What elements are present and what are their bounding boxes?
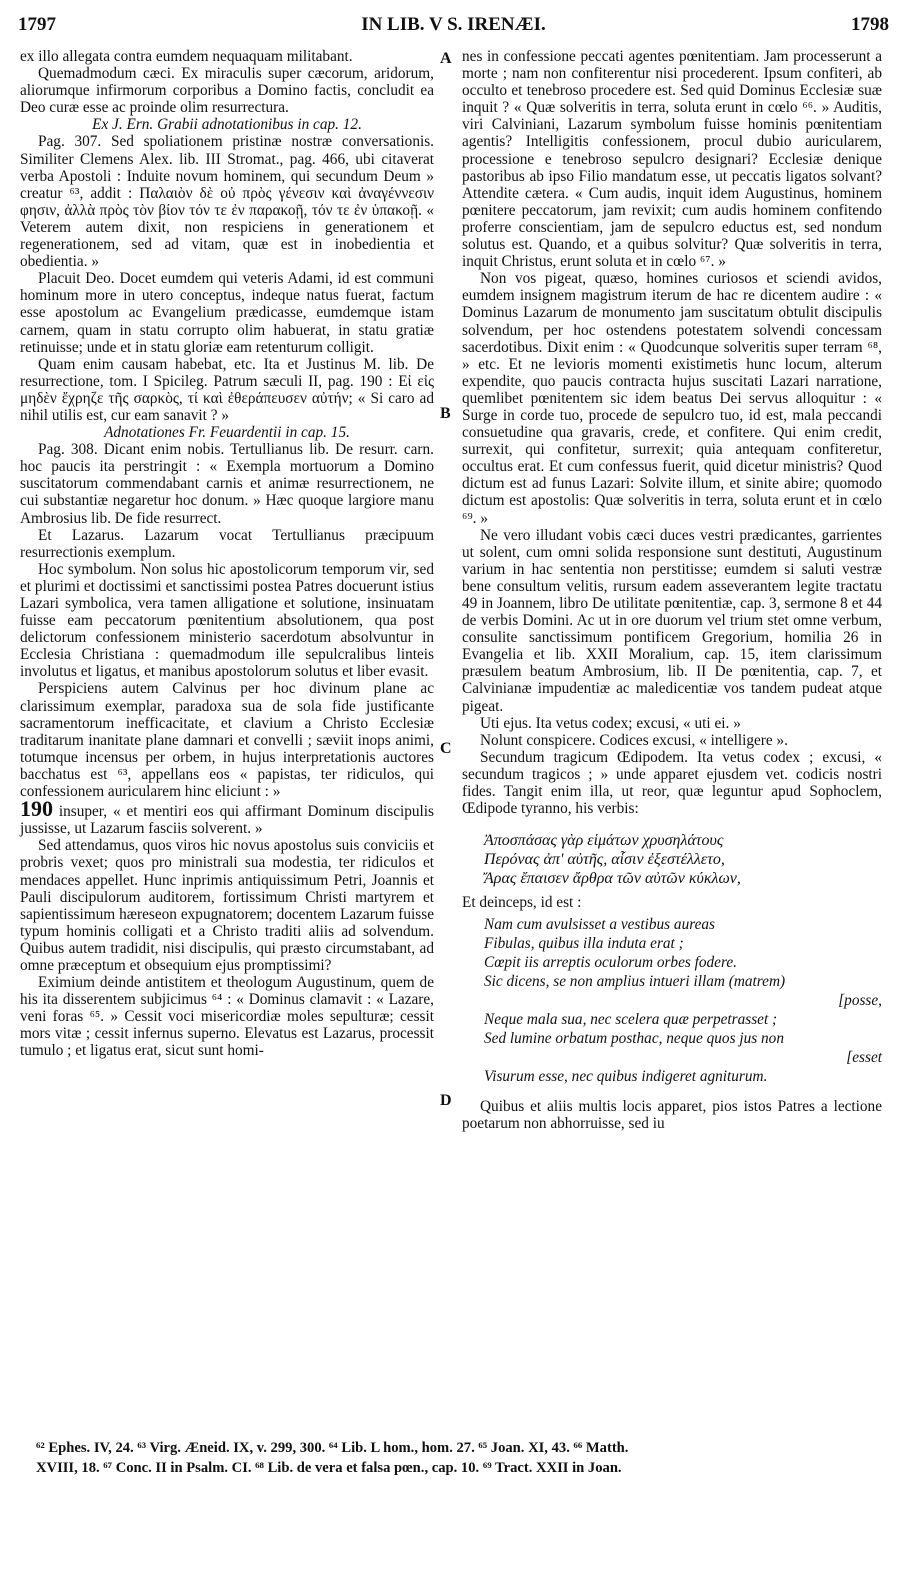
paragraph: Quam enim causam habebat, etc. Ita et Justinus M. lib. De resurrectione, tom. I Spicileg. Patrum sæculi II, pag. 190 : Εἰ εἰς μηδὲν ἔχρηζε τῆς σαρκὸς, τί καὶ ἐθεράπευσεν αὐτήν; « Si caro ad nihil utilis est, cur eam sanavit ? » xyxy=(20,355,434,424)
margin-marker-b: B xyxy=(440,405,451,422)
footnote-line: XVIII, 18. ⁶⁷ Conc. II in Psalm. CI. ⁶⁸ Lib. de vera et falsa pœn., cap. 10. ⁶⁹ Tract. XXII in Joan. xyxy=(36,1460,622,1476)
verse-overflow: [esset xyxy=(846,1049,882,1067)
margin-marker-c: C xyxy=(440,740,452,757)
margin-marker-a: A xyxy=(440,50,452,67)
paragraph: Perspiciens autem Calvinus per hoc divinum plane ac clarissimum exemplar, paradoxa sua de sola fide justificante sacramentorum inefficacitate, et clavium a Christo Ecclesiæ traditarum inanitate plane damnari et convelli ; sæviit inops animi, totumque incensus per orbem, in hujus interpretationis auctores bacchatus est ⁶³, appellans eos « papistas, ter ridiculos, qui confessionem auricularem hinc eliciunt : » xyxy=(20,680,434,801)
right-column xyxy=(462,48,882,1133)
paragraph: Eximium deinde antistitem et theologum Augustinum, quem de his ita disserentem subjicimus ⁶⁴ : « Dominus clamavit : « Lazare, veni foras ⁶⁵. » Cessit voci misericordiæ moles sepulturæ; cessit mors vitæ ; cessit infernus superno. Elevatus est Lazarus, processit tumulo ; et ligatus erat, sicut sunt homi- xyxy=(20,974,434,1060)
paragraph: Uti ejus. Ita vetus codex; excusi, « uti ei. » xyxy=(480,714,741,732)
section-heading: Ex J. Ern. Grabii adnotationibus in cap. 12. xyxy=(92,116,362,134)
verse-line: Neque mala sua, nec scelera quæ perpetrasset ; xyxy=(484,1011,778,1029)
section-heading: Adnotationes Fr. Feuardentii in cap. 15. xyxy=(104,424,350,442)
paragraph: Secundum tragicum Œdipodem. Ita vetus codex ; excusi, « secundum tragicos ; » unde apparet ejusdem vet. codicis nostri fides. Tangit enim illa, ut reor, quæ leguntur apud Sophoclem, Œdipode tyranno, his verbis: xyxy=(462,748,882,818)
verse-overflow: [posse, xyxy=(838,992,882,1010)
paragraph: Placuit Deo. Docet eumdem qui veteris Adami, id est communi hominum more in utero conceptus, indeque natus fuerat, factum esse apostolum ac Evangelium prædicasse, eumdemque istam carnem, quam in statu corrupto olim habuerat, in statu gratiæ retinuisse; unde et in statu gloriæ eam retenturum colligit. xyxy=(20,270,434,356)
running-title: IN LIB. V S. IRENÆI. xyxy=(361,14,546,35)
left-column xyxy=(20,48,434,1060)
paragraph-text: insuper, « et mentiri eos qui affirmant Dominum discipulis jussisse, ut Lazarum fasciis solverent. » xyxy=(20,803,434,838)
latin-verse xyxy=(484,915,882,1086)
footnotes xyxy=(36,1438,883,1478)
greek-line: Περόνας ἀπ' αὐτῆς, αἷσιν ἐξεστέλλετο, xyxy=(484,851,725,869)
page-number-left: 1797 xyxy=(18,14,56,35)
verse-line: Visurum esse, nec quibus indigeret agniturum. xyxy=(484,1068,768,1086)
paragraph: Non vos pigeat, quæso, homines curiosos et sciendi avidos, eumdem insignem magistrum iterum de hac re dicentem audire : « Dominus Lazarum de monumento jam suscitatum obtulit discipulis solvendum, per hoc ostendens potestatem solvendi concessam sacerdotibus. Dixit enim : « Quodcunque solveritis super terram ⁶⁸, » etc. Et ne levioris momenti existimetis hunc locum, alterum expendite, quo paucis contracta hujus suscitati Lazari narratione, quemlibet pœnitentem sic idem beatus Dei servus alloquitur : « Surge in corde tuo, procede de sepulcro tuo, id est, mala peccandi consuetudine qua gravaris, crede, et confitere. Qui enim credit, surrexit, qui confitetur, surrexit; quia antequam confiteretur, occultus erat. Et cum confessus fuerit, quid dicetur ministris? Quod dictum est ad funus Lazari: Solvite illum, et sinite abire; quomodo dictum est apostolis: Quæ solveritis in terra, soluta erunt et in cœlo ⁶⁹. » xyxy=(462,270,882,527)
paragraph: Hoc symbolum. Non solus hic apostolicorum temporum vir, sed et plurimi et doctissimi et sanctissimi postea Patres docuerunt istius Lazari symbolica, vera tamen alligatione et solutione, insinuatam fuisse eam peccatorum pœnitentium absolutionem, qua post delictorum confessionem ministerio sacerdotum absolvuntur in Ecclesia Christiana : quemadmodum ille sepulcralibus linteis involutus et ligatus, et manibus apostolorum solutus et liber evasit. xyxy=(20,560,434,681)
paragraph: Pag. 307. Sed spoliationem pristinæ nostræ conversationis. Similiter Clemens Alex. lib. III Stromat., pag. 466, ubi citaverat verba Apostoli : Induite novum hominem, qui secundum Deum » creatur ⁶³, addit : Παλαιὸν δὲ οὐ πρὸς γένεσιν καὶ ἀναγέννεσιν φησιν, ἀλλὰ πρὸς τὸν βίον τόν τε ἐν παρακοῇ, τόν τε ἐν ὑπακοῇ. « Veterem autem dixit, non respiciens in generationem et regenerationem, sed ad vitam, quæ est in inobedientia et obedientia. » xyxy=(20,133,434,271)
page-number-right: 1798 xyxy=(851,14,889,35)
greek-quotation xyxy=(484,831,882,888)
greek-line: Ἀποσπάσας γὰρ εἱμάτων χρυσηλάτους xyxy=(484,832,724,850)
page-header xyxy=(18,14,889,40)
paragraph: Pag. 308. Dicant enim nobis. Tertullianus lib. De resurr. carn. hoc paucis ita perstringit : « Exempla mortuorum a Domino suscitatorum commendabant carnis et animæ resurrectionem, ne cui substantiæ negaretur hoc donum. » Hæc quoque largiore manu Ambrosius lib. De fide resurrect. xyxy=(20,441,434,527)
paragraph: Quemadmodum cæci. Ex miraculis super cæcorum, aridorum, aliorumque infirmorum corporibus a Domino factis, concludit ea Deo curæ esse ac proinde olim resurrectura. xyxy=(20,65,434,117)
paragraph: Et deinceps, id est : xyxy=(462,894,582,912)
verse-line: Fibulas, quibus illa induta erat ; xyxy=(484,935,684,953)
column-number: 190 xyxy=(20,796,53,822)
paragraph xyxy=(20,796,434,838)
paragraph: Et Lazarus. Lazarum vocat Tertullianus præcipuum resurrectionis exemplum. xyxy=(20,526,434,561)
verse-line: Cœpit iis arreptis oculorum orbes fodere. xyxy=(484,954,737,972)
paragraph: nes in confessione peccati agentes pœnitentiam. Jam processerunt a morte ; nam non confiterentur nisi procederent. Ipsum confiteri, ab occulto et tenebroso procedere est. Sed quid Dominus Ecclesiæ suæ inquit ? « Quæ solveritis in terra, soluta erunt in cœlo ⁶⁶. » Auditis, viri Calviniani, Lazarum symbolum fuisse hominis pœnitentiam agentis? Intelligitis confessionem, procul dubio auricularem, processione e tenebroso sepulcro designari? Ecclesiæ denique pastoribus ab ipso Filio mandatum esse, ut peccatis ligatos solvant? Attendite cætera. « Cum audis, inquit idem Augustinus, hominem pœnitere peccatorum, jam revixit; cum audis hominem confitendo proferre conscientiam, jam de sepulcro eductus est, sed nondum solutus est. Quando, et a quibus solvitur? Quæ solveritis in terra, inquit Christus, erunt soluta et in cœlo ⁶⁷. » xyxy=(462,48,882,271)
paragraph: Quibus et aliis multis locis apparet, pios istos Patres a lectione poetarum non abhorruisse, sed iu xyxy=(462,1098,882,1133)
verse-line: Sed lumine orbatum posthac, neque quos jus non xyxy=(484,1030,784,1048)
margin-marker-d: D xyxy=(440,1092,452,1109)
verse-line: Nam cum avulsisset a vestibus aureas xyxy=(484,916,715,934)
paragraph: Ne vero illudant vobis cæci duces vestri prædicantes, garrientes ut solent, cum omni solida responsione sunt destituti, Augustinum varium in hac sententia non perstitisse; eumdem si saluti vestræ bene consultum velitis, rursum eadem asseverantem legite tractatu 49 in Joannem, libro De utilitate pœnitentiæ, cap. 3, sermone 8 et 44 de verbis Domini. Ac ut in ore duorum vel trium stet omne verbum, consulite sanctissimum pontificem Gregorium, homilia 26 in Evangelia et lib. XXII Moralium, cap. 15, item clarissimum præsulem beatum Ambrosium, lib. II De pœnitentia, cap. 7, et Calvinianæ impudentiæ ac maledicentiæ vos tandem pudeat atque pigeat. xyxy=(462,526,882,715)
footnote-line: ⁶² Ephes. IV, 24. ⁶³ Virg. Æneid. IX, v. 299, 300. ⁶⁴ Lib. L hom., hom. 27. ⁶⁵ Joan. XI, 43. ⁶⁶ Matth. xyxy=(36,1440,629,1456)
verse-line: Sic dicens, se non amplius intueri illam (matrem) xyxy=(484,973,786,991)
paragraph: Nolunt conspicere. Codices excusi, « intelligere ». xyxy=(480,731,788,749)
greek-line: Ἄρας ἔπαισεν ἄρθρα τῶν αὐτῶν κύκλων, xyxy=(484,870,741,888)
paragraph: ex illo allegata contra eumdem nequaquam militabant. xyxy=(20,48,353,65)
paragraph: Sed attendamus, quos viros hic novus apostolus suis conviciis et probris vexet; quos pro ministrali sua modestia, ter ridiculos et mendaces appellet. Hunc inprimis antiquissimum Petri, Joannis et Pauli discipulorum auditorem, fortissimum Christi martyrem et sapientissimum hæreseon expugnatorem; docentem Lazarum fuisse typum hominis colligati et a Christo traditi aliis ad solvendum. Quibus autem tradidit, nisi discipulis, qui præsto circumstabant, ad omne præceptum et obsequium ejus promptissimi? xyxy=(20,837,434,974)
